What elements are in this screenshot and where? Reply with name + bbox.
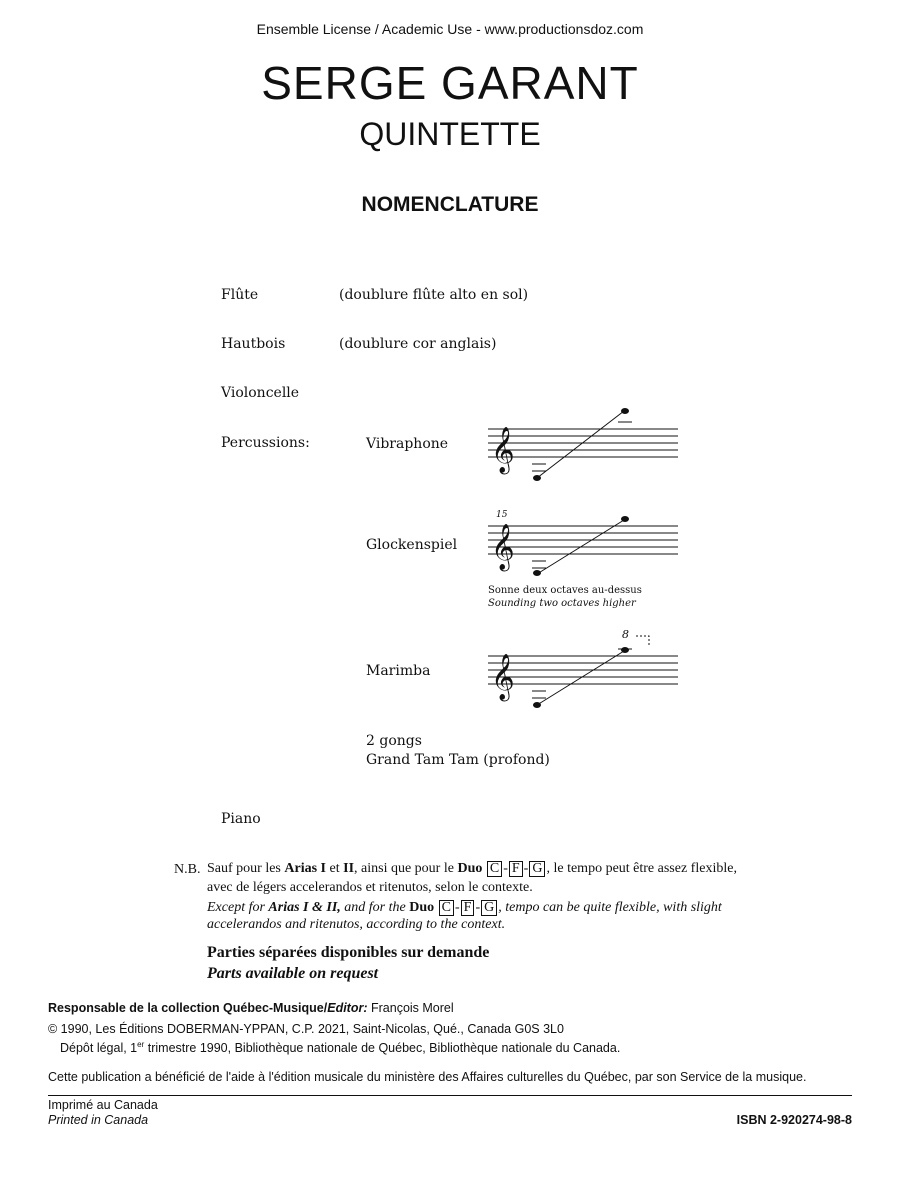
nb-fr-text3: , le tempo peut être assez flexible, bbox=[546, 861, 737, 876]
note-high bbox=[621, 408, 629, 414]
nb-dash: - bbox=[503, 861, 508, 876]
treble-clef-icon: 𝄞 bbox=[491, 427, 515, 473]
percussion-heading: Percussions: bbox=[221, 435, 310, 451]
instrument-piano: Piano bbox=[221, 811, 261, 827]
parts-available-en: Parts available on request bbox=[207, 965, 379, 982]
instrument-cello: Violoncelle bbox=[221, 385, 300, 401]
isbn: ISBN 2-920274-98-8 bbox=[736, 1113, 852, 1127]
printed-en: Printed in Canada bbox=[48, 1113, 149, 1127]
footer-divider bbox=[48, 1095, 852, 1096]
nb-fr-duo: Duo bbox=[457, 861, 483, 876]
nb-fr-arias: Arias I bbox=[284, 861, 327, 876]
duo-box-g: G bbox=[481, 900, 497, 916]
duo-box-g: G bbox=[529, 861, 545, 877]
nb-en-arias: Arias I & II, bbox=[268, 900, 341, 915]
nb-dash: - bbox=[523, 861, 529, 876]
octave-mark-8: 8 bbox=[622, 628, 629, 641]
glockenspiel-note-fr: Sonne deux octaves au-dessus bbox=[488, 585, 642, 596]
instrument-marimba: Marimba bbox=[366, 663, 431, 679]
nb-dash: - bbox=[475, 900, 481, 915]
nb-fr-text2: , ainsi que pour le bbox=[354, 861, 458, 876]
nb-en-text: Except for bbox=[207, 900, 269, 915]
legal-deposit-line bbox=[60, 1040, 620, 1055]
grant-line: Cette publication a bénéficié de l'aide à l'édition musicale du ministère des Affaires culturelles du Québec, par son Service de la musique. bbox=[48, 1070, 807, 1084]
nb-fr-et: et bbox=[326, 861, 344, 876]
editor-name: François Morel bbox=[367, 1001, 454, 1015]
nb-english-line2: accelerandos and ritenutos, according to the context. bbox=[207, 917, 506, 932]
nb-french-line2: avec de légers accelerandos et ritenutos, selon le contexte. bbox=[207, 880, 533, 895]
vibraphone-range-staff bbox=[486, 405, 686, 487]
note-low bbox=[533, 570, 541, 576]
note-low bbox=[533, 475, 541, 481]
instrument-oboe: Hautbois bbox=[221, 336, 286, 352]
treble-clef-icon: 𝄞 bbox=[491, 524, 515, 570]
treble-clef-icon: 𝄞 bbox=[491, 654, 515, 700]
editor-line bbox=[48, 1001, 454, 1015]
instrument-flute-note: (doublure flûte alto en sol) bbox=[339, 287, 529, 303]
glockenspiel-range-staff bbox=[486, 510, 686, 584]
copyright-line: © 1990, Les Éditions DOBERMAN-YPPAN, C.P. 2021, Saint-Nicolas, Qué., Canada G0S 3L0 bbox=[48, 1022, 564, 1036]
composer-name: SERGE GARANT bbox=[261, 57, 639, 109]
printed-fr: Imprimé au Canada bbox=[48, 1098, 158, 1112]
nb-fr-ii: II bbox=[343, 861, 355, 876]
instrument-vibraphone: Vibraphone bbox=[366, 436, 449, 452]
nb-dash: - bbox=[454, 900, 460, 915]
nb-en-text3: , tempo can be quite flexible, with slight bbox=[498, 900, 722, 915]
editor-label-en: Editor: bbox=[327, 1001, 368, 1015]
octave-mark-15: 15 bbox=[496, 510, 508, 520]
nb-english-line1 bbox=[207, 900, 722, 916]
instrument-oboe-note: (doublure cor anglais) bbox=[339, 336, 497, 352]
nb-french-line1 bbox=[207, 861, 737, 877]
duo-box-c: C bbox=[439, 900, 454, 916]
instrument-tamtam: Grand Tam Tam (profond) bbox=[366, 752, 550, 768]
nb-fr-text: Sauf pour les bbox=[207, 861, 285, 876]
instrument-glockenspiel: Glockenspiel bbox=[366, 537, 458, 553]
note-high bbox=[621, 647, 629, 653]
license-line: Ensemble License / Academic Use - www.productionsdoz.com bbox=[256, 21, 644, 37]
marimba-range-staff bbox=[486, 630, 686, 712]
parts-available-fr: Parties séparées disponibles sur demande bbox=[207, 944, 490, 961]
instrument-flute: Flûte bbox=[221, 287, 259, 303]
duo-box-f: F bbox=[509, 861, 523, 877]
note-low bbox=[533, 702, 541, 708]
nb-en-duo: Duo bbox=[409, 900, 435, 915]
depot-text2: trimestre 1990, Bibliothèque nationale de Québec, Bibliothèque nationale du Canada. bbox=[144, 1041, 621, 1056]
work-title: QUINTETTE bbox=[359, 116, 541, 152]
nb-label: N.B. bbox=[174, 862, 201, 877]
note-high bbox=[621, 516, 629, 522]
editor-label: Responsable de la collection Québec-Musique/ bbox=[48, 1001, 328, 1015]
instrument-gongs: 2 gongs bbox=[366, 733, 422, 749]
duo-box-f: F bbox=[461, 900, 475, 916]
depot-text: Dépôt légal, 1 bbox=[60, 1041, 138, 1056]
depot-superscript: er bbox=[137, 1040, 145, 1049]
duo-box-c: C bbox=[487, 861, 502, 877]
nb-en-text2: and for the bbox=[340, 900, 410, 915]
section-title: NOMENCLATURE bbox=[361, 193, 539, 216]
glockenspiel-note-en: Sounding two octaves higher bbox=[488, 598, 636, 609]
